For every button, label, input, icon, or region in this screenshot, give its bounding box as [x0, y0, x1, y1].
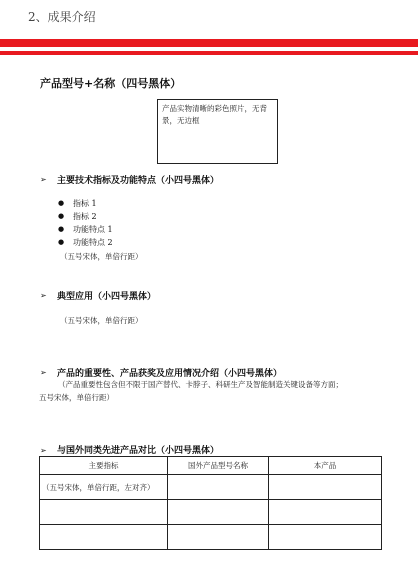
spec-item: 功能特点 2 — [73, 238, 113, 247]
red-band-thin — [0, 51, 418, 55]
table-cell — [168, 500, 269, 525]
table-row — [40, 525, 382, 550]
product-title: 产品型号+名称（四号黑体） — [40, 77, 182, 90]
arrow-bullet-icon: ➢ — [40, 175, 47, 184]
spec-item: 指标 1 — [73, 199, 97, 208]
arrow-bullet-icon: ➢ — [40, 291, 47, 300]
photo-note: 产品实物清晰的彩色照片，无背景，无边框 — [162, 104, 267, 125]
table-row — [40, 500, 382, 525]
section-heading: 2、成果介绍 — [28, 10, 96, 24]
table-row — [40, 475, 382, 500]
bullet-dot-icon: ● — [58, 199, 65, 207]
comparison-table — [39, 456, 382, 550]
specs-note: （五号宋体，单倍行距） — [60, 252, 143, 261]
comparison-title: 与国外同类先进产品对比（小四号黑体） — [57, 446, 220, 456]
table-cell — [40, 525, 168, 550]
table-cell — [269, 475, 382, 500]
table-header-cell: 国外产品型号名称 — [168, 457, 269, 475]
table-cell — [40, 500, 168, 525]
product-photo-placeholder — [157, 99, 278, 164]
table-cell: （五号宋体，单倍行距，左对齐） — [40, 475, 168, 500]
importance-note-line1: （产品重要性包含但不限于国产替代、卡脖子、科研生产及智能制造关键设备等方面； — [58, 380, 343, 389]
table-cell — [269, 525, 382, 550]
bullet-dot-icon: ● — [58, 225, 65, 233]
table-cell — [269, 500, 382, 525]
arrow-bullet-icon: ➢ — [40, 368, 47, 377]
importance-note-line2: 五号宋体，单倍行距） — [39, 393, 114, 402]
applications-note: （五号宋体，单倍行距） — [60, 316, 143, 325]
spec-item: 指标 2 — [73, 212, 97, 221]
arrow-bullet-icon: ➢ — [40, 446, 47, 455]
table-header-cell: 主要指标 — [40, 457, 168, 475]
spec-item: 功能特点 1 — [73, 225, 113, 234]
bullet-dot-icon: ● — [58, 238, 65, 246]
bullet-dot-icon: ● — [58, 212, 65, 220]
applications-title: 典型应用（小四号黑体） — [57, 292, 157, 302]
table-header-row — [40, 457, 382, 475]
table-cell — [168, 525, 269, 550]
table-header-cell: 本产品 — [269, 457, 382, 475]
importance-title: 产品的重要性、产品获奖及应用情况介绍（小四号黑体） — [57, 369, 283, 379]
table-cell — [168, 475, 269, 500]
red-band-thick — [0, 39, 418, 47]
specs-title: 主要技术指标及功能特点（小四号黑体） — [57, 176, 220, 186]
